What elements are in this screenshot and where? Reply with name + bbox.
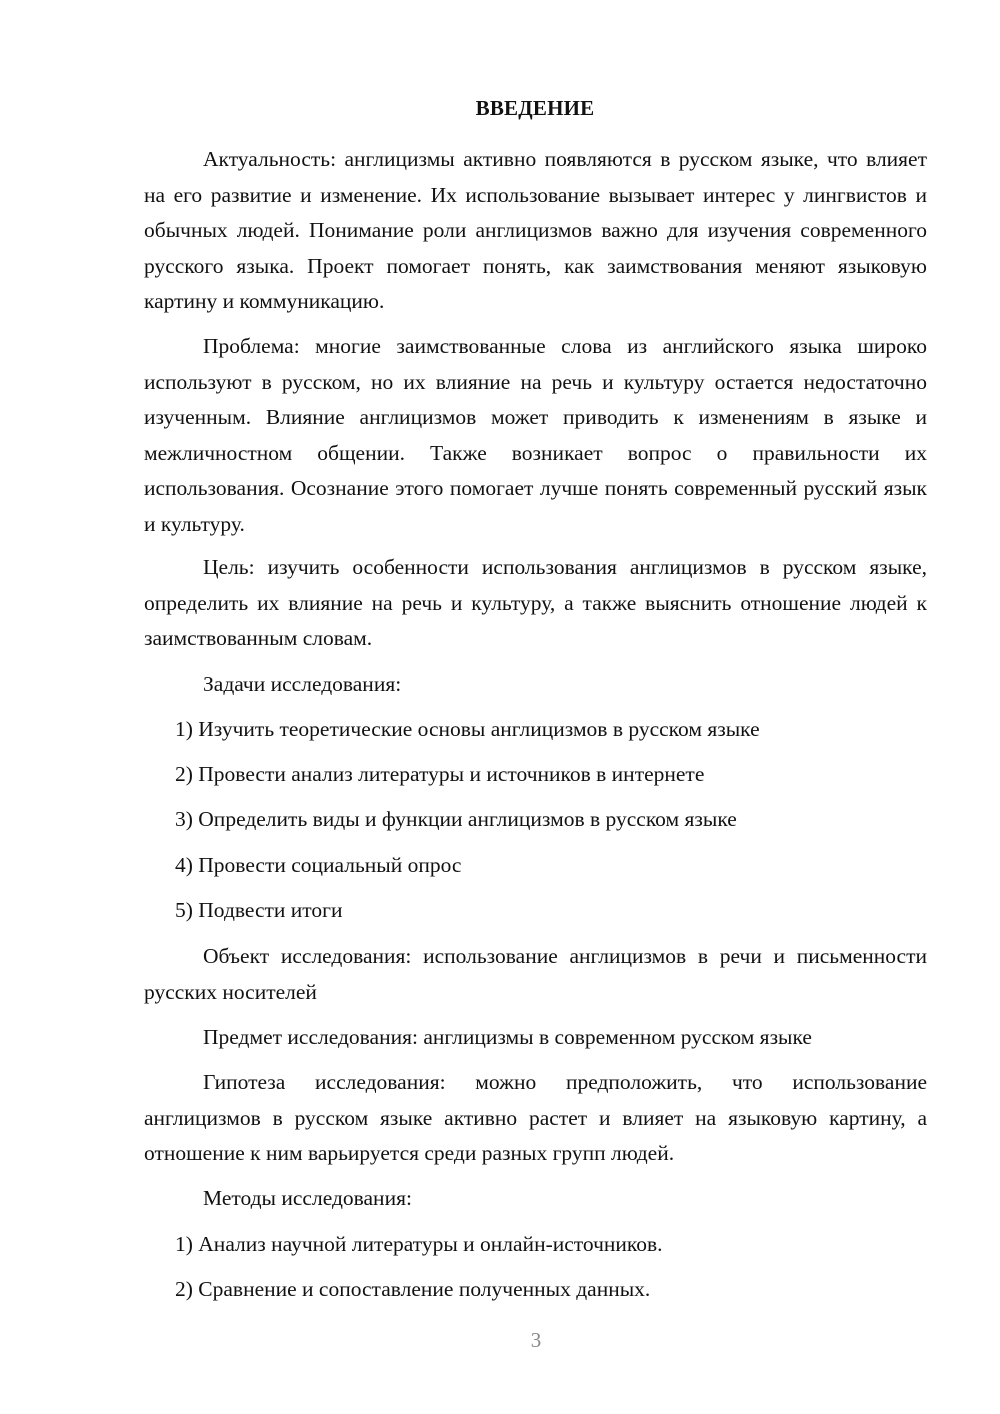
section-title: ВВЕДЕНИЕ xyxy=(475,96,595,120)
page-number: 3 xyxy=(530,1328,542,1352)
object-paragraph: Объект исследования: использование англицизмов в речи и письменности русских носителей xyxy=(144,944,927,1004)
subject-paragraph: Предмет исследования: англицизмы в современном русском языке xyxy=(203,1025,812,1049)
method-item-1: 1) Анализ научной литературы и онлайн-источников. xyxy=(175,1232,663,1256)
task-item-5: 5) Подвести итоги xyxy=(175,898,343,922)
goal-paragraph: Цель: изучить особенности использования англицизмов в русском языке, определить их влияние на речь и культуру, а также выяснить отношение людей к заимствованным словам. xyxy=(144,555,927,650)
relevance-paragraph: Актуальность: англицизмы активно появляются в русском языке, что влияет на его развитие и изменение. Их использование вызывает интерес у лингвистов и обычных людей. Понимание роли англицизмов важно для изучения современного русского языка. Проект помогает понять, как заимствования меняют языковую картину и коммуникацию. xyxy=(144,147,927,313)
task-item-3: 3) Определить виды и функции англицизмов в русском языке xyxy=(175,807,737,831)
problem-paragraph: Проблема: многие заимствованные слова из английского языка широко используют в русском, но их влияние на речь и культуру остается недостаточно изученным. Влияние англицизмов может приводить к изменениям в языке и межличностном общении. Также возникает вопрос о правильности их использования. Осознание этого помогает лучше понять современный русский язык и культуру. xyxy=(144,334,927,536)
method-item-2: 2) Сравнение и сопоставление полученных данных. xyxy=(175,1277,651,1301)
task-item-1: 1) Изучить теоретические основы англицизмов в русском языке xyxy=(175,717,760,741)
task-item-2: 2) Провести анализ литературы и источников в интернете xyxy=(175,762,705,786)
tasks-heading: Задачи исследования: xyxy=(203,672,402,696)
hypothesis-paragraph: Гипотеза исследования: можно предположить, что использование англицизмов в русском языке активно растет и влияет на языковую картину, а отношение к ним варьируется среди разных групп людей. xyxy=(144,1070,927,1165)
task-item-4: 4) Провести социальный опрос xyxy=(175,853,462,877)
methods-heading: Методы исследования: xyxy=(203,1186,412,1210)
